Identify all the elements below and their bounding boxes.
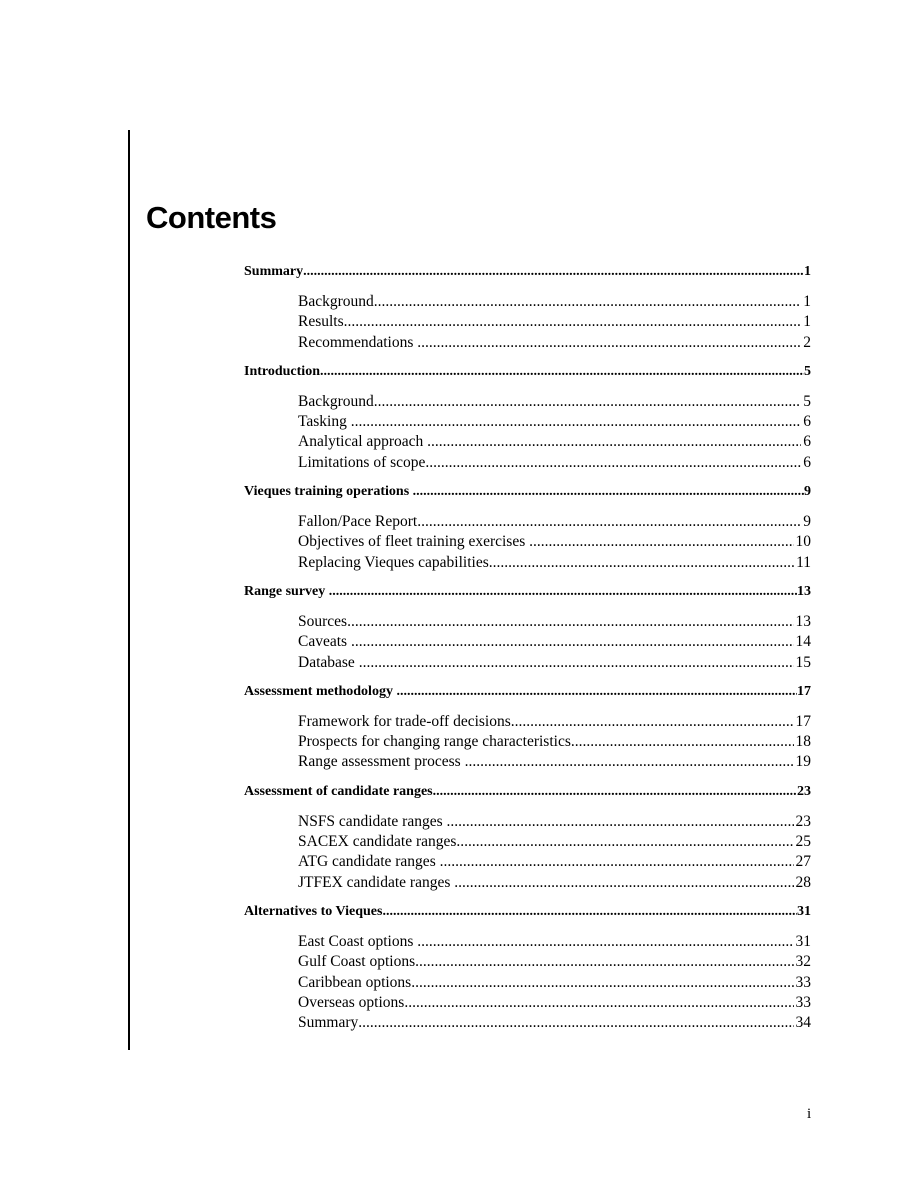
toc-item-jtfex-candidate-ranges[interactable] — [298, 874, 811, 894]
dot-leader — [320, 364, 804, 380]
toc-entry-label: Vieques training operations — [244, 484, 413, 500]
toc-section — [244, 904, 811, 1034]
toc-entry-label: Background — [298, 392, 374, 410]
toc-item-limitations-of-scope[interactable] — [298, 454, 811, 474]
toc-entry-label: Background — [298, 293, 374, 310]
dot-leader — [529, 533, 793, 551]
toc-entry-label: Replacing Vieques capabilities — [298, 553, 489, 571]
toc-entry-page-number: 34 — [795, 1014, 811, 1032]
dot-leader — [511, 713, 794, 731]
toc-entry-page-number: 6 — [803, 453, 811, 471]
dot-leader — [427, 433, 801, 451]
toc-entry-page-number: 1 — [803, 293, 811, 310]
toc-entry-label: East Coast options — [298, 932, 418, 950]
dot-leader — [425, 454, 801, 472]
dot-leader — [351, 413, 802, 431]
toc-entry-page-number: 23 — [795, 812, 811, 830]
toc-entry-label: Alternatives to Vieques — [244, 903, 383, 919]
toc-chapter-summary[interactable] — [244, 264, 811, 283]
toc-item-analytical-approach[interactable] — [298, 433, 811, 453]
toc-entry-label: NSFS candidate ranges — [298, 812, 447, 830]
dot-leader — [571, 733, 794, 751]
toc-entry-page-number: 13 — [795, 612, 811, 630]
toc-entry-page-number: 31 — [797, 903, 811, 919]
toc-item-prospects-for-changing-range-characteristics[interactable] — [298, 733, 811, 753]
toc-item-sacex-candidate-ranges[interactable] — [298, 833, 811, 853]
dot-leader — [417, 933, 793, 951]
dot-leader — [417, 334, 801, 352]
toc-item-results[interactable] — [298, 313, 811, 333]
toc-chapter-introduction[interactable] — [244, 364, 811, 383]
toc-chapter-alternatives-to-vieques[interactable] — [244, 904, 811, 923]
toc-entry-label: Assessment methodology — [244, 683, 397, 699]
toc-entry-label: Results — [298, 313, 344, 331]
toc-item-gulf-coast-options[interactable] — [298, 953, 811, 973]
dot-leader — [433, 784, 797, 800]
toc-item-caribbean-options[interactable] — [298, 974, 811, 994]
toc-item-objectives-of-fleet-training-exercises[interactable] — [298, 533, 811, 553]
page-title: Contents — [146, 200, 277, 235]
toc-entry-label: Objectives of fleet training exercises — [298, 533, 530, 551]
toc-item-overseas-options[interactable] — [298, 994, 811, 1014]
dot-leader — [454, 874, 793, 892]
toc-entry-label: Analytical approach — [298, 433, 428, 451]
dot-leader — [374, 393, 801, 411]
toc-item-fallon-pace-report[interactable] — [298, 513, 811, 533]
toc-chapter-vieques-training-operations[interactable] — [244, 484, 811, 503]
toc-section — [244, 584, 811, 674]
toc-entry-label: Fallon/Pace Report — [298, 513, 418, 531]
dot-leader — [303, 264, 804, 280]
toc-chapter-assessment-of-candidate-ranges[interactable] — [244, 784, 811, 803]
dot-leader — [456, 833, 793, 851]
toc-entry-label: Sources — [298, 612, 348, 630]
toc-entry-label: Database — [298, 653, 359, 671]
toc-entry-page-number: 15 — [795, 653, 811, 671]
toc-entry-page-number: 1 — [804, 264, 811, 279]
toc-entry-label: Assessment of candidate ranges — [244, 783, 433, 799]
toc-entry-page-number: 10 — [795, 533, 811, 551]
toc-entry-page-number: 31 — [795, 932, 811, 950]
dot-leader — [465, 753, 794, 771]
toc-item-database[interactable] — [298, 654, 811, 674]
page-number: i — [807, 1106, 812, 1122]
toc-item-caveats[interactable] — [298, 633, 811, 653]
toc-entry-page-number: 28 — [795, 873, 811, 891]
toc-entry-page-number: 23 — [797, 783, 811, 799]
toc-entry-label: Caribbean options — [298, 973, 412, 991]
toc-entry-page-number: 27 — [795, 853, 811, 871]
toc-entry-page-number: 5 — [803, 392, 811, 410]
dot-leader — [489, 554, 794, 572]
toc-item-range-assessment-process[interactable] — [298, 753, 811, 773]
toc-entry-label: Overseas options — [298, 993, 405, 1011]
toc-item-background[interactable] — [298, 393, 811, 413]
toc-entry-page-number: 19 — [795, 753, 811, 771]
toc-item-east-coast-options[interactable] — [298, 933, 811, 953]
table-of-contents — [244, 264, 811, 1044]
toc-entry-label: JTFEX candidate ranges — [298, 873, 455, 891]
toc-entry-page-number: 2 — [803, 333, 811, 351]
toc-entry-page-number: 11 — [796, 553, 811, 571]
dot-leader — [417, 513, 801, 531]
dot-leader — [415, 953, 793, 971]
toc-section — [244, 684, 811, 774]
toc-entry-label: ATG candidate ranges — [298, 853, 440, 871]
dot-leader — [413, 484, 804, 500]
toc-item-atg-candidate-ranges[interactable] — [298, 853, 811, 873]
toc-item-summary[interactable] — [298, 1014, 811, 1034]
toc-entry-page-number: 5 — [804, 363, 811, 379]
dot-leader — [440, 853, 794, 871]
toc-entry-page-number: 1 — [803, 313, 811, 331]
toc-section — [244, 484, 811, 574]
dot-leader — [447, 813, 794, 831]
toc-entry-page-number: 32 — [795, 953, 811, 971]
toc-chapter-range-survey[interactable] — [244, 584, 811, 603]
toc-section — [244, 264, 811, 354]
toc-entry-page-number: 9 — [803, 513, 811, 531]
toc-entry-label: SACEX candidate ranges — [298, 833, 457, 851]
margin-rule — [128, 130, 130, 1050]
dot-leader — [351, 633, 794, 651]
toc-entry-page-number: 18 — [795, 733, 811, 751]
dot-leader — [404, 994, 793, 1012]
dot-leader — [344, 313, 802, 331]
toc-entry-label: Range survey — [244, 583, 329, 599]
toc-item-recommendations[interactable] — [298, 334, 811, 354]
toc-chapter-assessment-methodology[interactable] — [244, 684, 811, 703]
toc-entry-page-number: 25 — [795, 833, 811, 851]
dot-leader — [411, 974, 793, 992]
toc-item-replacing-vieques-capabilities[interactable] — [298, 554, 811, 574]
toc-entry-label: Range assessment process — [298, 753, 465, 771]
toc-section — [244, 784, 811, 894]
toc-section — [244, 364, 811, 474]
toc-item-background[interactable] — [298, 293, 811, 313]
toc-entry-label: Summary — [298, 1014, 359, 1032]
toc-entry-label: Limitations of scope — [298, 453, 426, 471]
toc-item-tasking[interactable] — [298, 413, 811, 433]
toc-entry-label: Framework for trade-off decisions — [298, 712, 511, 730]
toc-entry-page-number: 6 — [803, 413, 811, 431]
toc-entry-page-number: 9 — [804, 484, 811, 500]
toc-entry-page-number: 33 — [795, 973, 811, 991]
toc-entry-page-number: 17 — [797, 683, 811, 699]
toc-entry-label: Summary — [244, 264, 304, 279]
toc-entry-page-number: 33 — [795, 993, 811, 1011]
toc-item-framework-for-trade-off-decisions[interactable] — [298, 713, 811, 733]
dot-leader — [347, 613, 793, 631]
dot-leader — [396, 684, 797, 700]
toc-item-nsfs-candidate-ranges[interactable] — [298, 813, 811, 833]
toc-item-sources[interactable] — [298, 613, 811, 633]
toc-entry-label: Prospects for changing range characteristics — [298, 733, 571, 751]
toc-entry-label: Caveats — [298, 633, 351, 651]
toc-entry-page-number: 14 — [795, 633, 811, 651]
toc-entry-page-number: 13 — [797, 583, 811, 599]
dot-leader — [358, 1014, 793, 1032]
toc-entry-label: Recommendations — [298, 333, 418, 351]
toc-entry-label: Introduction — [244, 363, 320, 379]
toc-entry-label: Tasking — [298, 413, 351, 431]
toc-entry-page-number: 17 — [795, 712, 811, 730]
dot-leader — [359, 654, 794, 672]
toc-entry-page-number: 6 — [803, 433, 811, 451]
dot-leader — [329, 584, 797, 600]
dot-leader — [374, 293, 801, 311]
dot-leader — [382, 904, 797, 920]
toc-entry-label: Gulf Coast options — [298, 953, 416, 971]
